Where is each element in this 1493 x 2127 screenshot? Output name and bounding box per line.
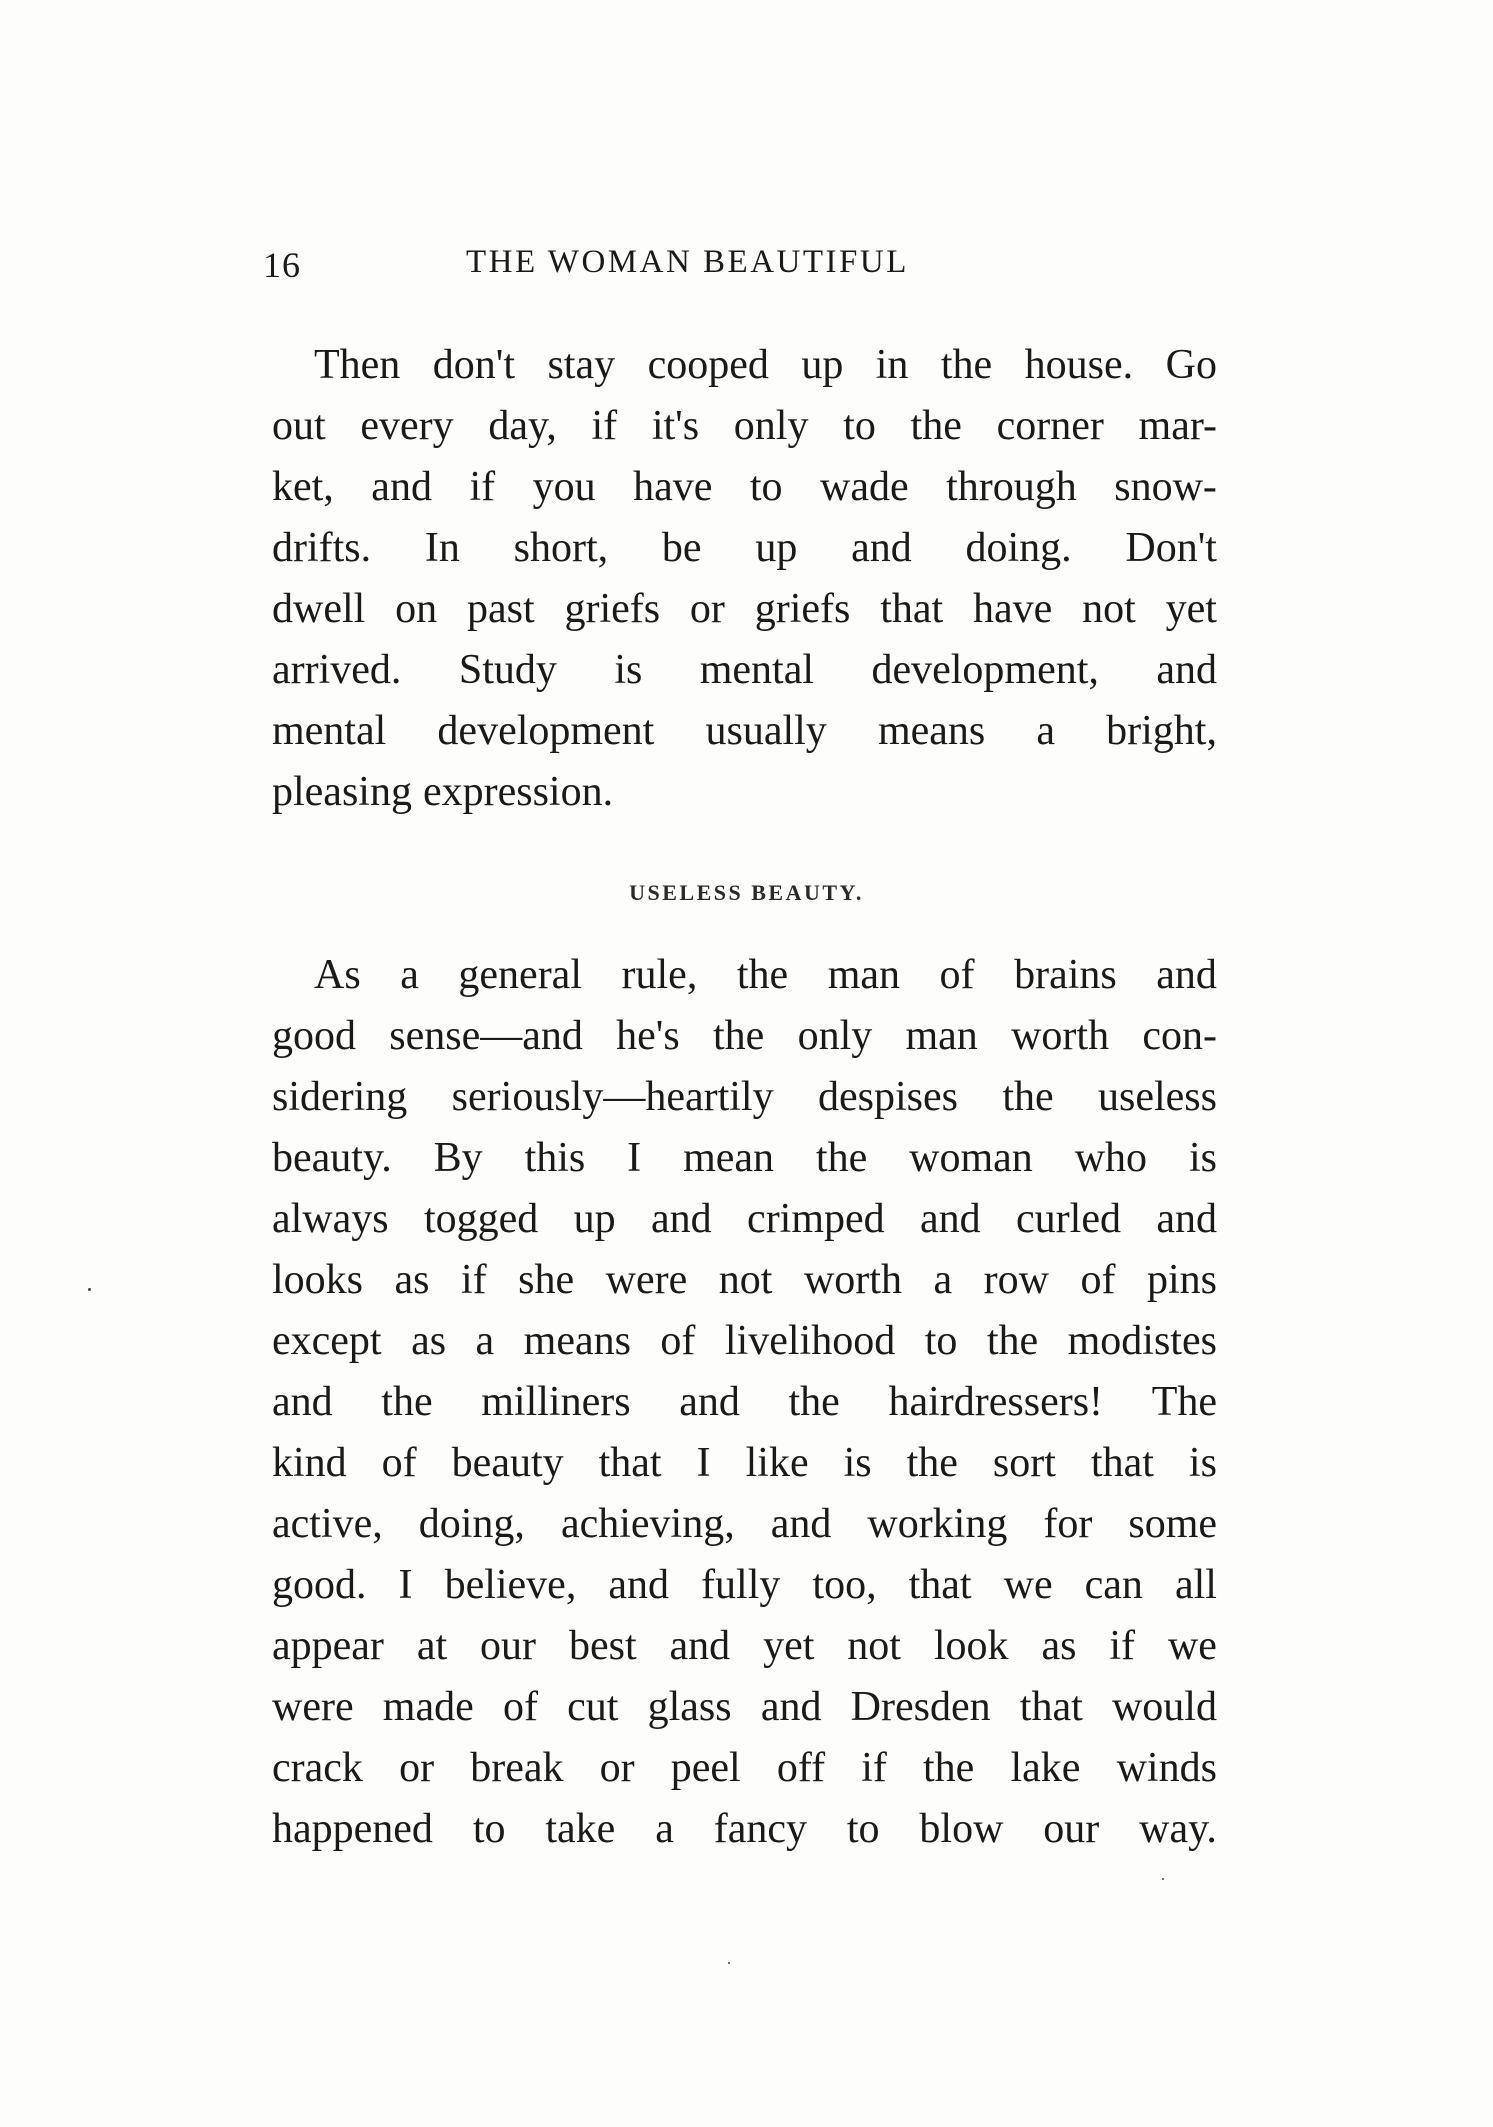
word: In — [424, 525, 460, 571]
word: is — [1188, 1440, 1217, 1486]
word: can — [1084, 1562, 1143, 1608]
word: to — [472, 1806, 506, 1852]
word: woman — [909, 1135, 1033, 1181]
word: wade — [820, 464, 909, 510]
word: at — [416, 1623, 448, 1669]
text-line — [272, 1799, 1217, 1860]
word: doing. — [965, 525, 1072, 571]
section-heading: USELESS BEAUTY. — [629, 880, 864, 905]
word: good — [272, 1013, 356, 1059]
text-line — [272, 1311, 1217, 1372]
word: and — [760, 1684, 822, 1730]
running-title: THE WOMAN BEAUTIFUL — [466, 244, 909, 280]
word: sort — [992, 1440, 1056, 1486]
word: to — [846, 1806, 880, 1852]
word: day, — [488, 403, 557, 449]
word: snow- — [1114, 464, 1217, 510]
word: the — [910, 403, 962, 449]
word: mar- — [1138, 403, 1217, 449]
word: you — [532, 464, 596, 510]
word: made — [382, 1684, 474, 1730]
text-line — [272, 1738, 1217, 1799]
word: take — [545, 1806, 616, 1852]
word: fully — [701, 1562, 781, 1608]
word: that — [1090, 1440, 1154, 1486]
word: or — [689, 586, 725, 632]
word: this — [524, 1135, 586, 1181]
word: yet — [763, 1623, 815, 1669]
scan-speck — [1162, 1878, 1164, 1880]
word: beauty — [451, 1440, 564, 1486]
word: winds — [1116, 1745, 1217, 1791]
word: cut — [567, 1684, 619, 1730]
word: Then — [314, 342, 401, 388]
text-line — [272, 518, 1217, 579]
text-line — [272, 1006, 1217, 1067]
word: best — [568, 1623, 637, 1669]
word: we — [1003, 1562, 1053, 1608]
word: don't — [432, 342, 515, 388]
word: mental — [272, 708, 387, 754]
word: usually — [705, 708, 827, 754]
word: a — [400, 952, 419, 998]
word: mean — [683, 1135, 775, 1181]
word: is — [1188, 1135, 1217, 1181]
word: a — [933, 1257, 953, 1303]
word: if — [861, 1745, 887, 1791]
word: and — [770, 1501, 832, 1547]
word: through — [946, 464, 1077, 510]
word: Dresden — [850, 1684, 991, 1730]
word: yet — [1165, 586, 1217, 632]
word: worth — [1011, 1013, 1110, 1059]
text-line — [272, 579, 1217, 640]
word: the — [923, 1745, 975, 1791]
word: that — [598, 1440, 662, 1486]
word: the — [815, 1135, 868, 1181]
word: up — [801, 342, 844, 388]
word: is — [843, 1440, 872, 1486]
word: house. — [1024, 342, 1134, 388]
word: sidering — [272, 1074, 408, 1120]
word: that — [880, 586, 944, 632]
word: general — [458, 952, 582, 998]
word: development — [437, 708, 655, 754]
word: drifts. — [272, 525, 372, 571]
word: of — [660, 1318, 696, 1364]
word: sense—and — [389, 1013, 583, 1059]
word: it's — [651, 403, 700, 449]
word: man — [905, 1013, 978, 1059]
page-header — [0, 244, 1493, 294]
word: that — [1019, 1684, 1083, 1730]
word: as — [1041, 1623, 1077, 1669]
word: mental — [699, 647, 815, 693]
word: all — [1174, 1562, 1217, 1608]
word: doing, — [418, 1501, 525, 1547]
word: some — [1128, 1501, 1217, 1547]
word: to — [749, 464, 783, 510]
word: pleasing — [272, 769, 412, 815]
word: always — [272, 1196, 389, 1242]
word: bright, — [1106, 708, 1217, 754]
scan-speck — [88, 1288, 91, 1291]
word: curled — [1016, 1196, 1121, 1242]
page-number: 16 — [263, 245, 301, 285]
word: man — [827, 952, 901, 998]
word: a — [655, 1806, 674, 1852]
word: or — [399, 1745, 435, 1791]
word: corner — [996, 403, 1104, 449]
text-line — [272, 1494, 1217, 1555]
word: the — [788, 1379, 840, 1425]
word: only — [797, 1013, 873, 1059]
word: griefs — [564, 586, 661, 632]
word: peel — [670, 1745, 741, 1791]
word: of — [1080, 1257, 1116, 1303]
word: As — [314, 952, 361, 998]
word: good. — [272, 1562, 367, 1608]
word: too, — [812, 1562, 877, 1608]
word: and — [679, 1379, 740, 1425]
word: if — [469, 464, 496, 510]
word: if — [1109, 1623, 1136, 1669]
word: crimped — [747, 1196, 885, 1242]
word: way. — [1139, 1806, 1217, 1852]
word: is — [614, 647, 643, 693]
word: lake — [1010, 1745, 1081, 1791]
word: not — [847, 1623, 901, 1669]
word: only — [733, 403, 809, 449]
word: glass — [647, 1684, 732, 1730]
word: our — [480, 1623, 537, 1669]
word: for — [1043, 1501, 1093, 1547]
word: except — [272, 1318, 382, 1364]
word: blow — [919, 1806, 1004, 1852]
word: griefs — [754, 586, 851, 632]
word: of — [381, 1440, 417, 1486]
text-line — [272, 457, 1217, 518]
word: as — [394, 1257, 430, 1303]
word: despises — [817, 1074, 958, 1120]
word: worth — [803, 1257, 902, 1303]
text-line — [272, 945, 1217, 1006]
word: working — [867, 1501, 1008, 1547]
word: and — [1156, 952, 1217, 998]
word: to — [924, 1318, 958, 1364]
word: I — [627, 1135, 642, 1181]
word: rule, — [621, 952, 698, 998]
word: if — [591, 403, 618, 449]
word: the — [906, 1440, 958, 1486]
word: crack — [272, 1745, 363, 1791]
word: togged — [424, 1196, 539, 1242]
word: short, — [513, 525, 609, 571]
word: would — [1111, 1684, 1217, 1730]
word: and — [608, 1562, 670, 1608]
word: and — [920, 1196, 981, 1242]
word: were — [605, 1257, 688, 1303]
word: look — [933, 1623, 1009, 1669]
word: of — [502, 1684, 538, 1730]
word: pins — [1146, 1257, 1217, 1303]
word: Go — [1165, 342, 1217, 388]
word: and — [669, 1623, 731, 1669]
word: he's — [616, 1013, 680, 1059]
word: as — [411, 1318, 447, 1364]
word: the — [736, 952, 789, 998]
word: up — [755, 525, 798, 571]
word: useless — [1098, 1074, 1217, 1120]
word: modistes — [1067, 1318, 1217, 1364]
word: break — [470, 1745, 564, 1791]
word: The — [1151, 1379, 1217, 1425]
text-line — [272, 640, 1217, 701]
word: that — [908, 1562, 972, 1608]
word: beauty. — [272, 1135, 392, 1181]
word: on — [395, 586, 438, 632]
word: and — [1156, 1196, 1217, 1242]
word: not — [1082, 586, 1136, 632]
word: to — [843, 403, 876, 449]
text-line — [272, 1189, 1217, 1250]
word: I — [398, 1562, 413, 1608]
text-line — [272, 1433, 1217, 1494]
text-line — [272, 1128, 1217, 1189]
word: looks — [272, 1257, 364, 1303]
word: milliners — [481, 1379, 631, 1425]
word: in — [875, 342, 909, 388]
word: and — [1156, 647, 1217, 693]
text-line — [272, 1677, 1217, 1738]
word: like — [745, 1440, 809, 1486]
word: not — [718, 1257, 773, 1303]
word: a — [1036, 708, 1056, 754]
word: the — [381, 1379, 433, 1425]
word: kind — [272, 1440, 347, 1486]
paragraph-useless-beauty — [272, 945, 1217, 1860]
word: appear — [272, 1623, 384, 1669]
word: out — [272, 403, 326, 449]
word: happened — [272, 1806, 433, 1852]
word: who — [1074, 1135, 1148, 1181]
text-line — [272, 1555, 1217, 1616]
word: and — [371, 464, 432, 510]
text-line — [272, 1250, 1217, 1311]
word: brains — [1014, 952, 1117, 998]
text-line — [272, 335, 1217, 396]
word: off — [776, 1745, 826, 1791]
word: dwell — [272, 586, 366, 632]
text-line — [272, 701, 1217, 762]
word: or — [599, 1745, 635, 1791]
word: have — [633, 464, 713, 510]
word: and — [272, 1379, 333, 1425]
word: every — [360, 403, 454, 449]
word: the — [1002, 1074, 1054, 1120]
word: means — [877, 708, 986, 754]
word: row — [983, 1257, 1049, 1303]
word: arrived. — [272, 647, 402, 693]
word: achieving, — [560, 1501, 735, 1547]
text-line — [272, 1616, 1217, 1677]
word: fancy — [713, 1806, 807, 1852]
word: up — [573, 1196, 616, 1242]
word: were — [272, 1684, 354, 1730]
word: active, — [272, 1501, 383, 1547]
word: Study — [458, 647, 557, 693]
text-line — [272, 396, 1217, 457]
word: Don't — [1125, 525, 1217, 571]
word: of — [939, 952, 975, 998]
word: I — [696, 1440, 711, 1486]
word: and — [851, 525, 912, 571]
word: expression. — [422, 769, 614, 815]
word: a — [475, 1318, 495, 1364]
word: we — [1167, 1623, 1217, 1669]
word: if — [461, 1257, 487, 1303]
word: means — [523, 1318, 631, 1364]
word: the — [986, 1318, 1039, 1364]
word: the — [712, 1013, 765, 1059]
text-line — [272, 1372, 1217, 1433]
word: have — [973, 586, 1053, 632]
word: livelihood — [724, 1318, 896, 1364]
word: con- — [1142, 1013, 1217, 1059]
word: hairdressers! — [888, 1379, 1104, 1425]
word: development, — [871, 647, 1099, 693]
paragraph-continued — [272, 335, 1217, 823]
word: By — [433, 1135, 483, 1181]
word: our — [1043, 1806, 1100, 1852]
word: cooped — [647, 342, 769, 388]
word: believe, — [444, 1562, 577, 1608]
word: stay — [547, 342, 616, 388]
word: the — [940, 342, 993, 388]
word: she — [518, 1257, 575, 1303]
scan-speck — [728, 1962, 730, 1964]
word: and — [651, 1196, 712, 1242]
text-line — [272, 762, 1217, 823]
word: ket, — [272, 464, 334, 510]
word: seriously—heartily — [451, 1074, 774, 1120]
word: past — [466, 586, 535, 632]
text-line — [272, 1067, 1217, 1128]
word: be — [661, 525, 702, 571]
